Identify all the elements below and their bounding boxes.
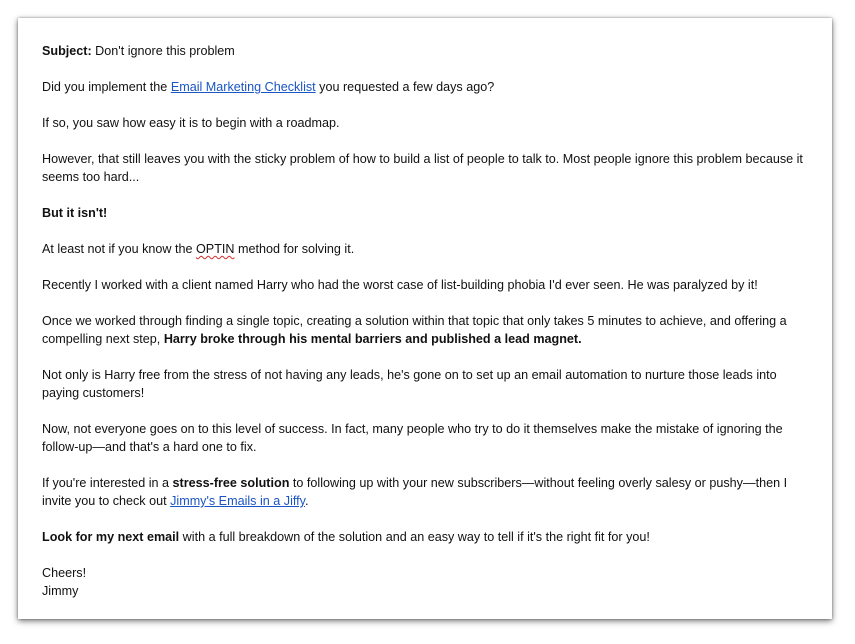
paragraph-text: method for solving it.: [234, 242, 355, 256]
paragraph-text: with a full breakdown of the solution and an easy way to tell if it's the right fit for you!: [179, 530, 650, 544]
emphasis-text: Harry broke through his mental barriers and published a lead magnet.: [163, 332, 582, 346]
paragraph-follow-up: Now, not everyone goes on to this level of success. In fact, many people who try to do it themselves make the mistake of ignoring the follow-up—and that's a hard one to fix.: [42, 422, 783, 454]
email-document: [18, 18, 832, 619]
emphasis-text: Look for my next email: [42, 530, 180, 544]
paragraph-text: to following up with your new subscribers—without feeling overly salesy or pushy—then I invite you to check out: [42, 476, 788, 508]
paragraph-harry-free: Not only is Harry free from the stress of not having any leads, he's gone on to set up an email automation to nurture those leads into paying customers!: [42, 368, 777, 400]
paragraph-text: Once we worked through finding a single topic, creating a solution within that topic that only takes 5 minutes to achieve, and offering a compelling next step,: [42, 314, 787, 346]
paragraph-stress-free: [42, 474, 814, 510]
subject-text: Don't ignore this problem: [91, 44, 235, 58]
paragraph-text: If you're interested in a: [42, 476, 173, 490]
paragraph-breakthrough: [42, 312, 814, 348]
paragraph-sticky-problem: However, that still leaves you with the sticky problem of how to build a list of people to talk to. Most people ignore this problem because it seems too hard...: [42, 152, 803, 184]
paragraph-roadmap: If so, you saw how easy it is to begin with a roadmap.: [42, 116, 340, 130]
paragraph-text: .: [305, 494, 309, 508]
emphasis-text: stress-free solution: [172, 476, 290, 490]
subject-line: [42, 42, 814, 60]
signature: Jimmy: [42, 584, 79, 598]
paragraph-next-email: [42, 528, 814, 546]
paragraph-text: you requested a few days ago?: [315, 80, 495, 94]
paragraph-but-it-isnt: [42, 204, 814, 222]
email-body: [42, 42, 814, 600]
email-marketing-checklist-link[interactable]: Email Marketing Checklist: [170, 80, 316, 94]
paragraph-text: At least not if you know the: [42, 242, 197, 256]
paragraph-text: Did you implement the: [42, 80, 171, 94]
subject-label: Subject:: [42, 44, 92, 58]
paragraph-optin: [42, 240, 814, 258]
signoff: Cheers!: [42, 566, 87, 580]
spellcheck-word-optin: OPTIN: [196, 242, 235, 256]
emphasis-text: But it isn't!: [42, 206, 108, 220]
paragraph-harry-client: Recently I worked with a client named Harry who had the worst case of list-building phobia I'd ever seen. He was paralyzed by it!: [42, 278, 758, 292]
paragraph-checklist: [42, 78, 814, 96]
emails-in-a-jiffy-link[interactable]: Jimmy's Emails in a Jiffy: [170, 494, 305, 508]
